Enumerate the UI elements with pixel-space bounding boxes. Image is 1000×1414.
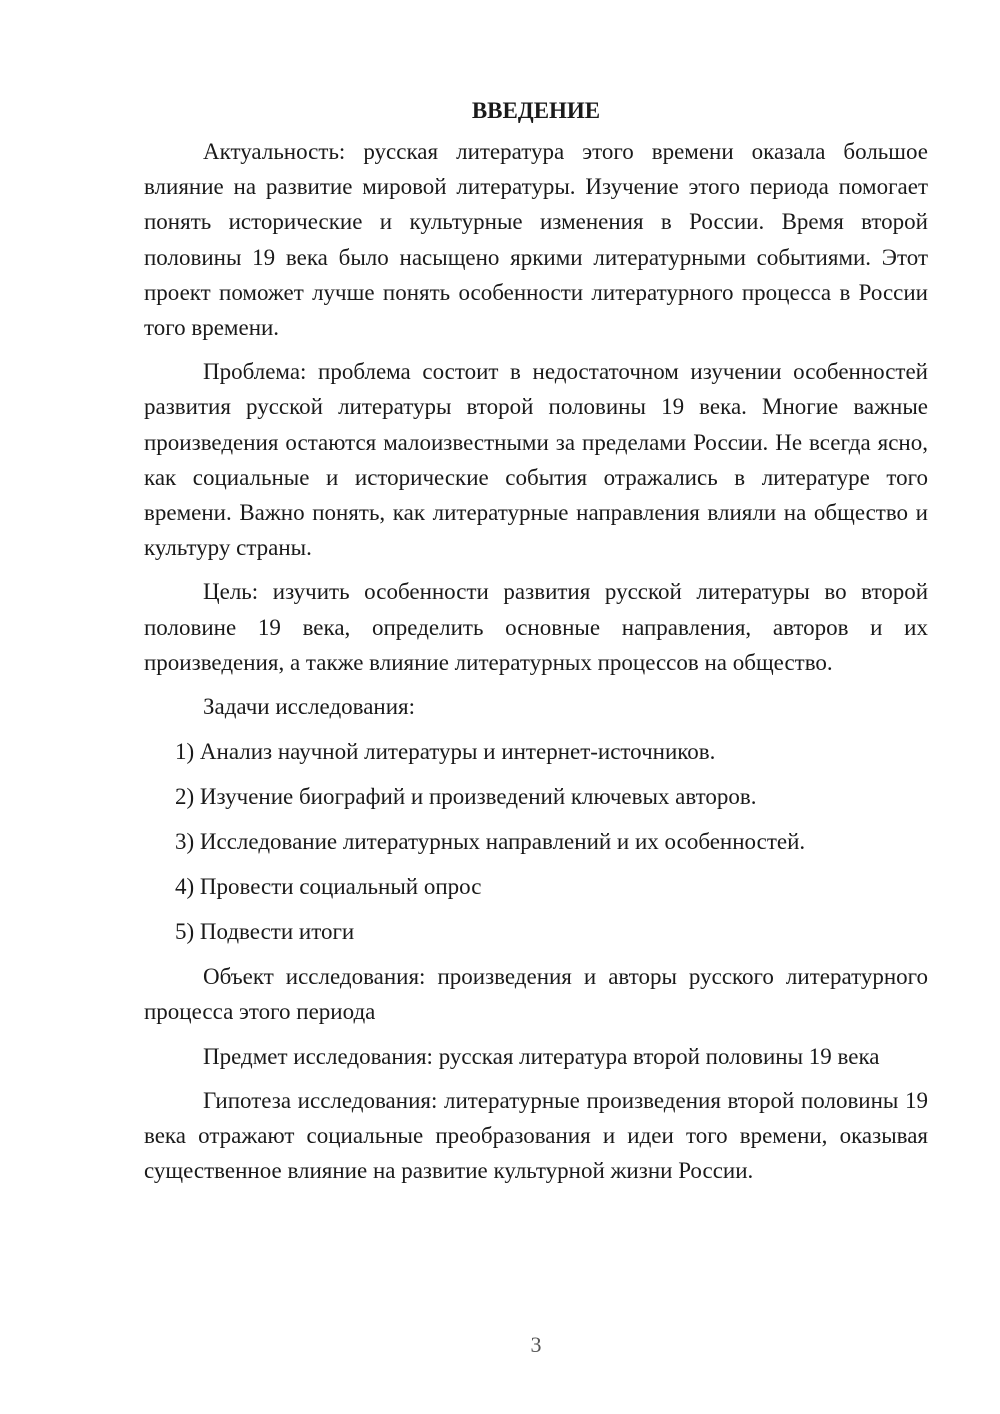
subject-paragraph: Предмет исследования: русская литература второй половины 19 века [203, 1043, 880, 1069]
hypothesis-paragraph: Гипотеза исследования: литературные произведения второй половины 19 века отражают социальные преобразования и идеи того времени, оказывая существенное влияние на развитие культурной жизни России. [144, 1087, 928, 1184]
page-title: ВВЕДЕНИЕ [471, 98, 601, 123]
tasks-title: Задачи исследования: [203, 694, 416, 720]
task-item-2: 2) Изучение биографий и произведений ключевых авторов. [175, 784, 757, 810]
page-content [144, 93, 928, 1197]
task-item-3: 3) Исследование литературных направлений и их особенностей. [175, 829, 806, 855]
problem-paragraph: Проблема: проблема состоит в недостаточном изучении особенностей развития русской литературы второй половины 19 века. Многие важные произведения остаются малоизвестными за пределами России. Не всегда ясно, как социальные и исторические события отражались в литературе того времени. Важно понять, как литературные направления влияли на общество и культуру страны. [144, 359, 928, 561]
task-item-5: 5) Подвести итоги [175, 919, 355, 945]
relevance-paragraph: Актуальность: русская литература этого времени оказала большое влияние на развитие мировой литературы. Изучение этого периода помогает понять исторические и культурные изменения в России. Время второй половины 19 века было насыщено яркими литературными событиями. Этот проект поможет лучше понять особенности литературного процесса в России того времени. [144, 139, 928, 341]
page-number: 3 [530, 1332, 542, 1357]
object-paragraph: Объект исследования: произведения и авторы русского литературного процесса этого периода [144, 964, 928, 1025]
tasks-list [144, 734, 928, 949]
task-item-1: 1) Анализ научной литературы и интернет-источников. [175, 739, 716, 765]
goal-paragraph: Цель: изучить особенности развития русской литературы во второй половине 19 века, определить основные направления, авторов и их произведения, а также влияние литературных процессов на общество. [144, 579, 928, 675]
task-item-4: 4) Провести социальный опрос [175, 874, 482, 900]
